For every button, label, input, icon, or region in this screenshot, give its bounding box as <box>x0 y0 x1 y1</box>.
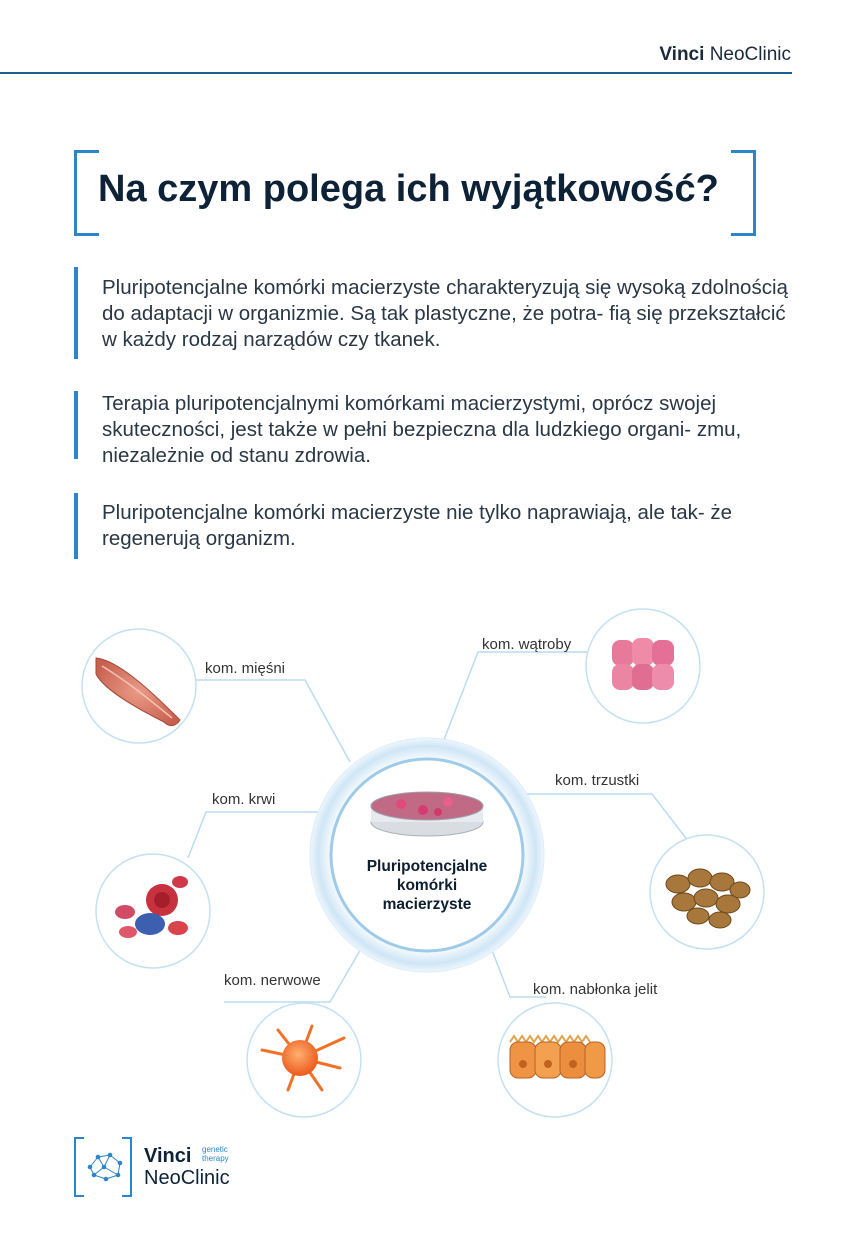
intestinal-epithelium-cell-icon <box>510 1036 605 1078</box>
center-label-line-2: komórki <box>396 877 458 894</box>
liver-cell-icon <box>612 638 674 690</box>
footer-logo-sub: NeoClinic <box>144 1167 230 1189</box>
paragraph-1 <box>74 267 792 359</box>
center-ring <box>331 759 523 951</box>
connector-muscle <box>196 680 350 762</box>
paragraph-1-text: Pluripotencjalne komórki macierzyste charakteryzują się wysoką zdolnością do adaptacji w organizmie. Są tak plastyczne, że potra- fią się przekształcić w każdy rodzaj narządów czy tkanek. <box>102 276 788 351</box>
brain-network-icon <box>84 1149 128 1185</box>
cell-diagram <box>0 590 867 1130</box>
connector-pancreas <box>527 794 695 850</box>
footer-logo-tag2: therapy <box>202 1154 229 1163</box>
footer-logo-name: Vinci <box>144 1145 192 1167</box>
label-pancreas: kom. trzustki <box>555 772 640 789</box>
header-brand-rest: NeoClinic <box>709 44 791 65</box>
label-muscle: kom. mięśni <box>205 660 286 677</box>
page-title: Na czym polega ich wyjątkowość? <box>98 168 719 210</box>
title-bracket-left <box>74 150 99 236</box>
paragraph-2-text: Terapia pluripotencjalnymi komórkami macierzystymi, oprócz swojej skuteczności, jest także w pełni bezpieczna dla ludzkiego organi- zmu, niezależnie od stanu zdrowia. <box>102 392 742 467</box>
paragraph-3-text: Pluripotencjalne komórki macierzyste nie tylko naprawiają, ale tak- że regenerują organizm. <box>102 501 733 550</box>
footer-logo-tag1: genetic <box>202 1145 228 1154</box>
petri-dish-icon <box>371 792 483 836</box>
label-liver: kom. wątroby <box>482 636 572 653</box>
center-label-line-3: macierzyste <box>382 896 472 913</box>
footer-logo-tagline <box>202 1145 229 1163</box>
footer-logo <box>74 1137 234 1197</box>
title-bracket-right <box>731 150 756 236</box>
header-brand-bold: Vinci <box>659 44 705 65</box>
label-blood: kom. krwi <box>212 791 276 808</box>
paragraph-3 <box>74 493 792 559</box>
connector-liver <box>440 652 588 750</box>
connector-blood <box>188 812 318 858</box>
label-nerve: kom. nerwowe <box>224 972 321 989</box>
paragraph-2 <box>74 391 792 467</box>
header-divider <box>0 72 792 74</box>
header-brand <box>659 44 791 66</box>
title-box <box>74 150 756 234</box>
label-gut: kom. nabłonka jelit <box>533 981 658 998</box>
center-label-line-1: Pluripotencjalne <box>366 858 488 875</box>
footer-bracket-left <box>74 1137 84 1197</box>
